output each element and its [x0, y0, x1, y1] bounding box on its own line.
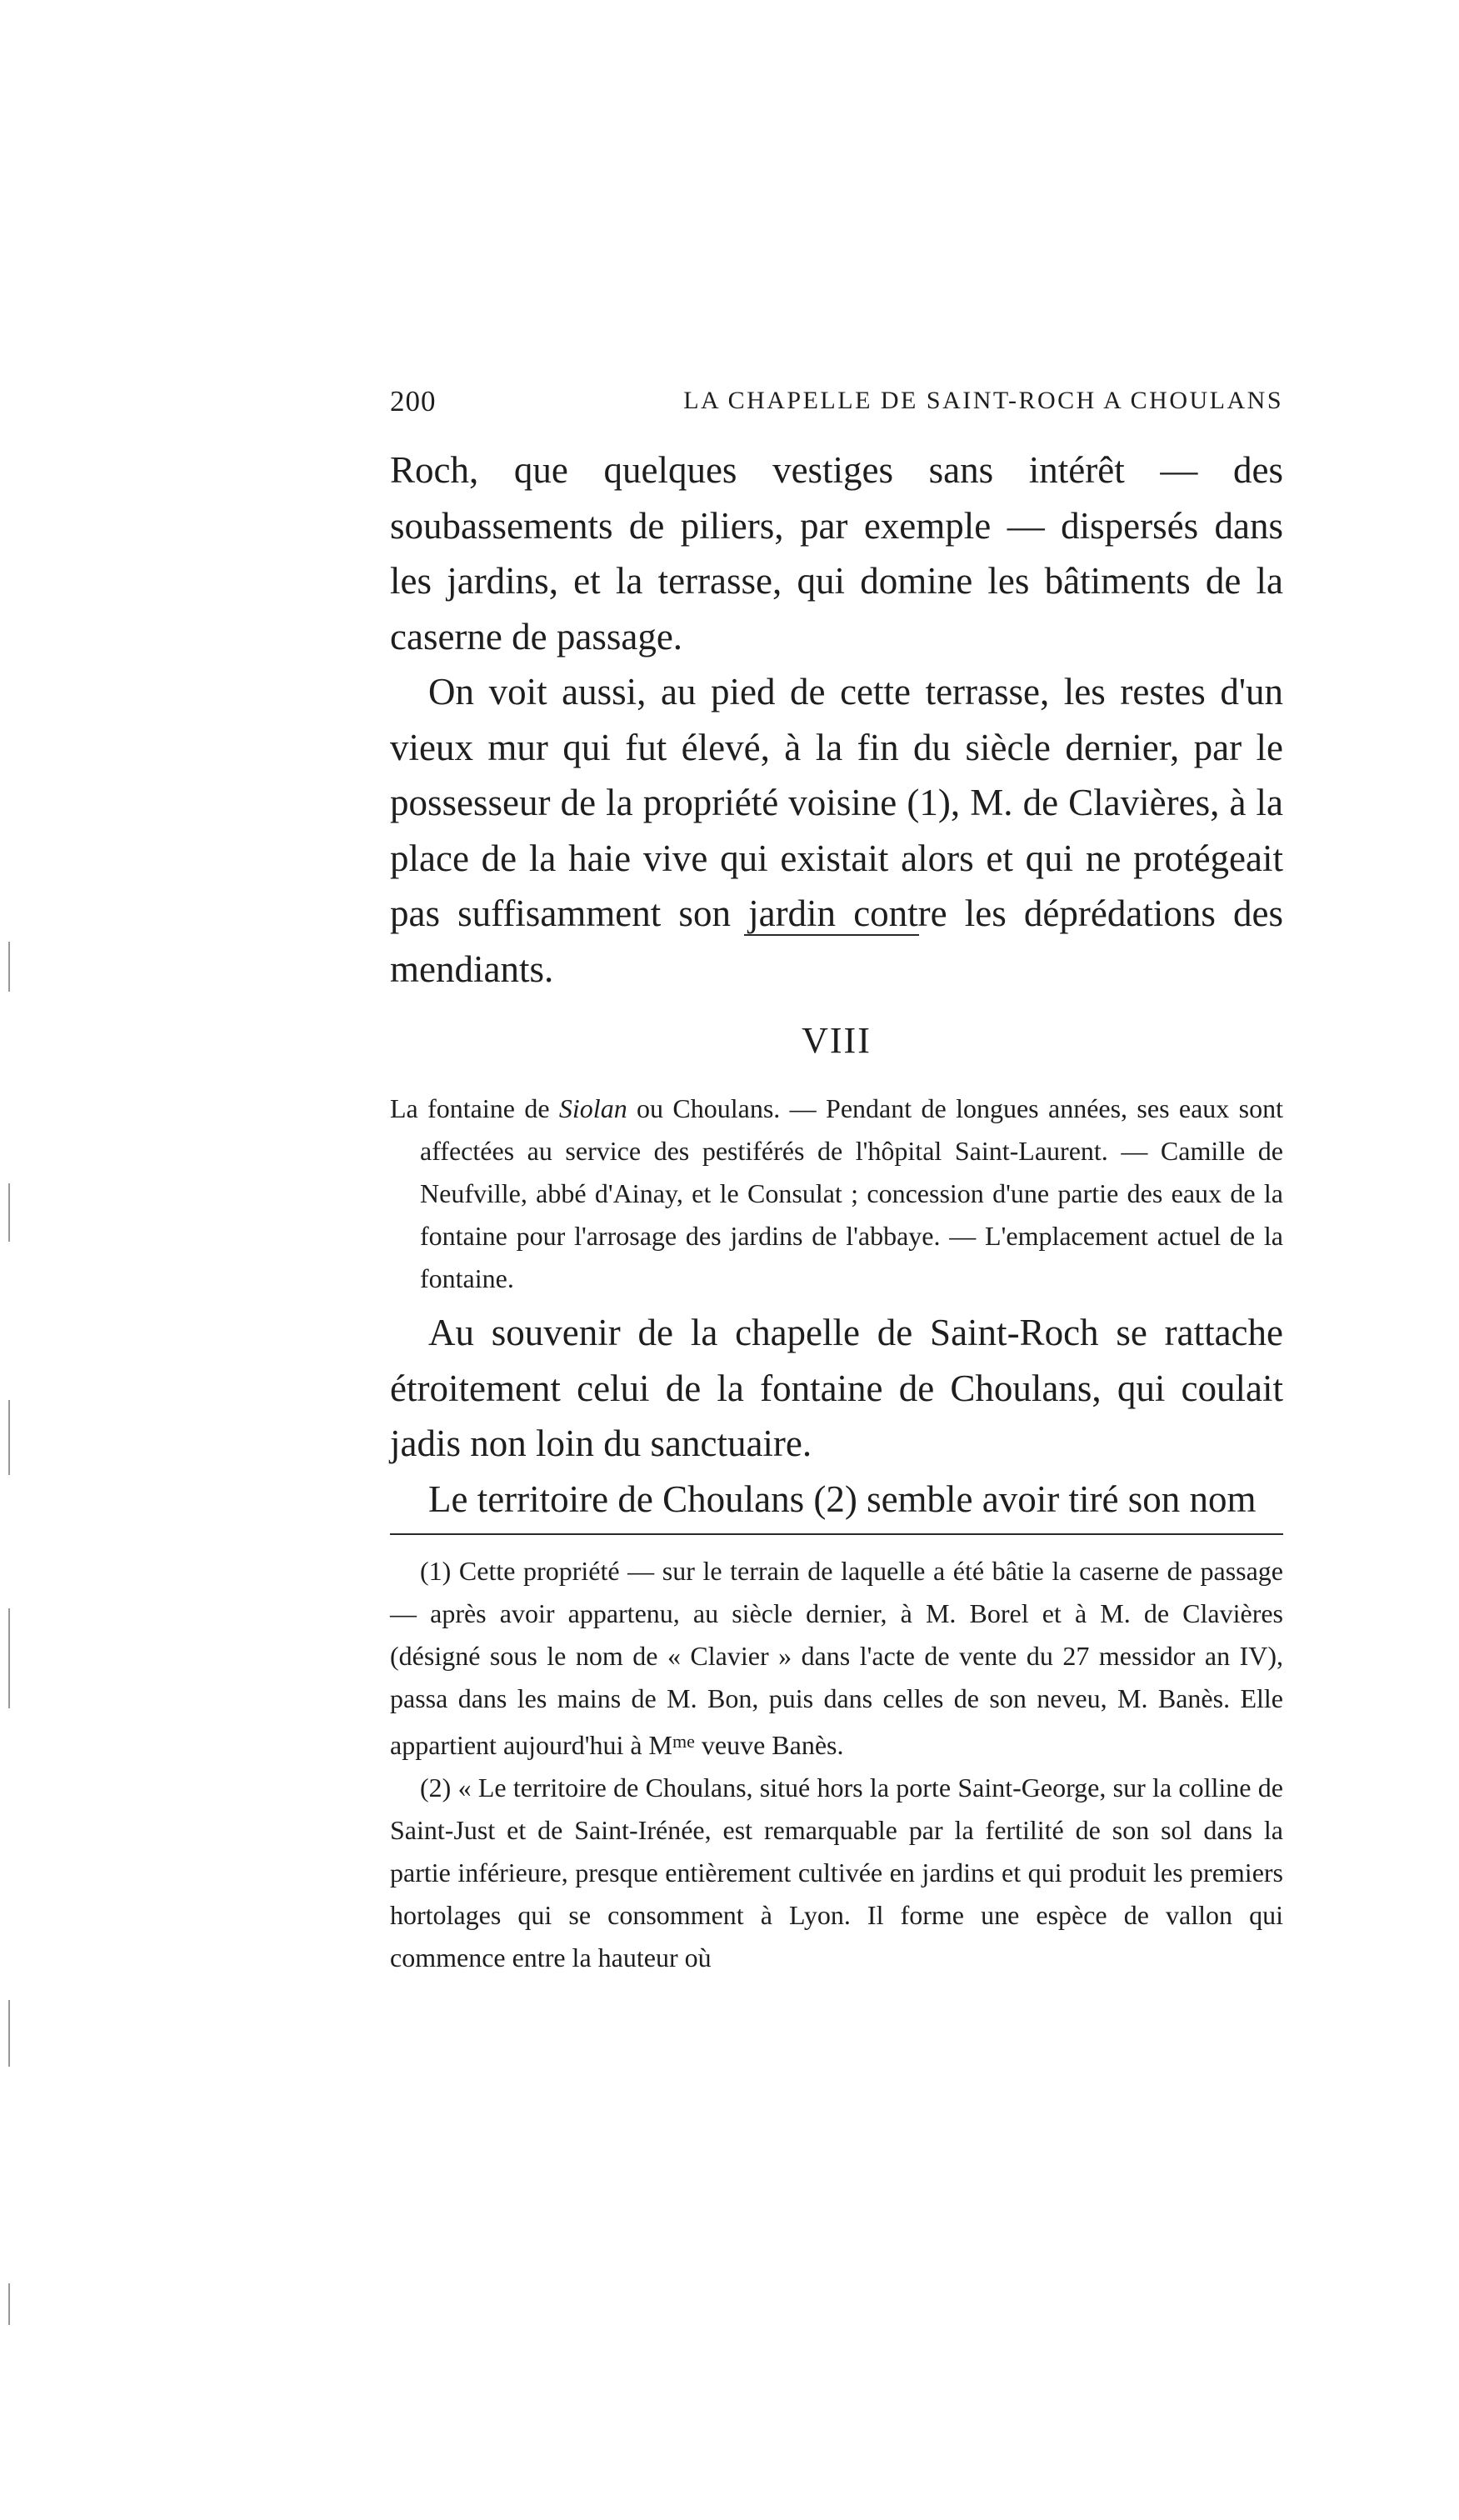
- footnote-1-superscript: me: [672, 1731, 695, 1752]
- footnote-2: (2) « Le territoire de Choulans, situé hors la porte Saint-George, sur la colline de Saint-Just et de Saint-Irénée, est remarquable par la fertilité de son sol dans la partie inférieure, presque entièrement cultivée en jardins et qui produit les premiers hortolages qui se consomment à Lyon. Il forme une espèce de vallon qui commence entre la hauteur où: [390, 1772, 1283, 1972]
- scan-edge-mark: [8, 1608, 10, 1708]
- paragraph: Le territoire de Choulans (2) semble avoir tiré son nom: [428, 1478, 1257, 1520]
- summary-italic-term: Siolan: [558, 1093, 627, 1123]
- scan-edge-mark: [8, 1183, 10, 1242]
- section-number: VIII: [802, 1020, 872, 1061]
- body-text-bottom: [390, 1305, 1283, 1527]
- paragraph: On voit aussi, au pied de cette terrasse, les restes d'un vieux mur qui fut élevé, à la fin du siècle dernier, par le possesseur de la propriété voisine (1), M. de Clavières, à la place de la haie vive qui existait alors et qui ne protégeait pas suffisamment son jardin contre les déprédations des mendiants.: [390, 671, 1283, 990]
- footnotes: [390, 1550, 1283, 1979]
- running-head: [390, 385, 1283, 427]
- scan-edge-mark: [8, 1400, 10, 1475]
- paragraph: Au souvenir de la chapelle de Saint-Roch se rattache étroitement celui de la fontaine de Choulans, qui coulait jadis non loin du sanctuaire.: [390, 1312, 1283, 1464]
- summary-text: [390, 1088, 1283, 1300]
- footnote-1: [390, 1550, 1283, 1767]
- section-summary: [390, 1088, 1283, 1300]
- footnote-rule: [390, 1533, 1283, 1535]
- body-text-top: [390, 442, 1283, 997]
- section-separator: [744, 934, 919, 936]
- page-number: 200: [390, 385, 437, 418]
- scan-edge-mark: [8, 942, 10, 992]
- footnote-1-end: veuve Banès.: [694, 1730, 844, 1760]
- footnote-1-text: (1) Cette propriété — sur le terrain de laquelle a été bâtie la caserne de passage — après avoir appartenu, au siècle dernier, à M. Borel et à M. de Clavières (désigné sous le nom de « Clavier » dans l'acte de vente du 27 messidor an IV), passa dans les mains de M. Bon, puis dans celles de son neveu, M. Banès. Elle appartient aujourd'hui à M: [390, 1556, 1283, 1760]
- paragraph-continued: Roch, que quelques vestiges sans intérêt — des soubassements de piliers, par exemple — dispersés dans les jardins, et la terrasse, qui domine les bâtiments de la caserne de passage.: [390, 449, 1283, 658]
- scan-edge-mark: [8, 2283, 10, 2325]
- summary-text-rest: ou Choulans. — Pendant de longues années, ses eaux sont affectées au service des pestiférés de l'hôpital Saint-Laurent. — Camille de Neufville, abbé d'Ainay, et le Consulat ; concession d'une partie des eaux de la fontaine pour l'arrosage des jardins de l'abbaye. — L'emplacement actuel de la fontaine.: [420, 1093, 1284, 1293]
- running-title: LA CHAPELLE DE SAINT-ROCH A CHOULANS: [683, 387, 1283, 414]
- summary-text-start: La fontaine de: [390, 1093, 559, 1123]
- scan-edge-mark: [8, 2000, 10, 2067]
